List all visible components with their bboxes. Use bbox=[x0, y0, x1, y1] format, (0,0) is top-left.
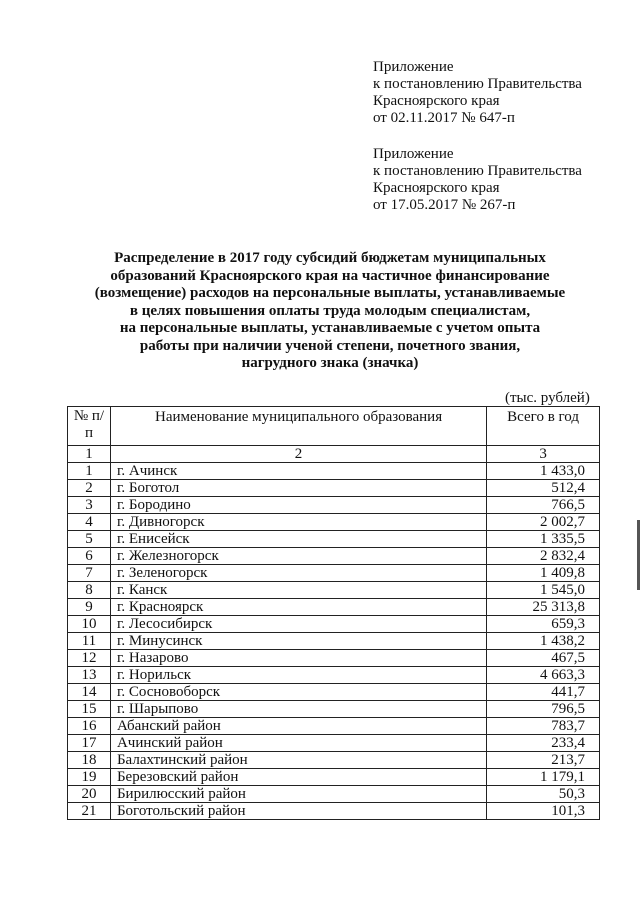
municipality-name: г. Зеленогорск bbox=[110, 565, 486, 582]
annex2-line: к постановлению Правительства bbox=[373, 163, 582, 179]
municipality-name: Балахтинский район bbox=[110, 752, 486, 769]
row-number: 14 bbox=[68, 684, 111, 701]
row-number: 15 bbox=[68, 701, 111, 718]
column-number: 1 bbox=[68, 446, 111, 463]
annex2-line: от 17.05.2017 № 267-п bbox=[373, 197, 516, 213]
row-number: 3 bbox=[68, 497, 111, 514]
title-line: на персональные выплаты, устанавливаемые с учетом опыта bbox=[119, 320, 541, 336]
column-number: 2 bbox=[110, 446, 486, 463]
total-amount: 1 433,0 bbox=[487, 463, 600, 480]
column-number: 3 bbox=[487, 446, 600, 463]
row-number: 16 bbox=[68, 718, 111, 735]
municipality-name: Ачинский район bbox=[110, 735, 486, 752]
municipality-name: г. Сосновоборск bbox=[110, 684, 486, 701]
total-amount: 796,5 bbox=[487, 701, 600, 718]
table-row bbox=[68, 701, 600, 718]
municipality-name: Бирилюсский район bbox=[110, 786, 486, 803]
table-row bbox=[68, 531, 600, 548]
row-number: 21 bbox=[68, 803, 111, 820]
municipality-name: г. Красноярск bbox=[110, 599, 486, 616]
row-number: 6 bbox=[68, 548, 111, 565]
total-amount: 2 002,7 bbox=[487, 514, 600, 531]
total-amount: 213,7 bbox=[487, 752, 600, 769]
title-line: в целях повышения оплаты труда молодым специалистам, bbox=[129, 302, 531, 319]
municipality-name: г. Назарово bbox=[110, 650, 486, 667]
total-amount: 467,5 bbox=[487, 650, 600, 667]
table-row bbox=[68, 786, 600, 803]
table-body bbox=[68, 463, 600, 820]
header-number: № п/п bbox=[68, 407, 111, 446]
total-amount: 233,4 bbox=[487, 735, 600, 752]
annex2-line: Красноярского края bbox=[373, 180, 500, 196]
document-title bbox=[60, 250, 600, 373]
row-number: 13 bbox=[68, 667, 111, 684]
table-row bbox=[68, 803, 600, 820]
municipality-name: г. Ачинск bbox=[110, 463, 486, 480]
row-number: 5 bbox=[68, 531, 111, 548]
row-number: 18 bbox=[68, 752, 111, 769]
units-label: (тыс. рублей) bbox=[505, 390, 590, 406]
table-row bbox=[68, 718, 600, 735]
table-row bbox=[68, 769, 600, 786]
total-amount: 25 313,8 bbox=[487, 599, 600, 616]
title-line: Распределение в 2017 году субсидий бюджетам муниципальных bbox=[114, 250, 546, 266]
municipality-name: г. Минусинск bbox=[110, 633, 486, 650]
table-row bbox=[68, 735, 600, 752]
total-amount: 101,3 bbox=[487, 803, 600, 820]
table-row bbox=[68, 684, 600, 701]
table-header-row bbox=[68, 407, 600, 446]
table-row bbox=[68, 565, 600, 582]
municipality-name: г. Лесосибирск bbox=[110, 616, 486, 633]
total-amount: 4 663,3 bbox=[487, 667, 600, 684]
column-number-row bbox=[68, 446, 600, 463]
table-row bbox=[68, 650, 600, 667]
table-row bbox=[68, 599, 600, 616]
row-number: 9 bbox=[68, 599, 111, 616]
table-row bbox=[68, 497, 600, 514]
municipality-name: Абанский район bbox=[110, 718, 486, 735]
row-number: 1 bbox=[68, 463, 111, 480]
total-amount: 2 832,4 bbox=[487, 548, 600, 565]
table-row bbox=[68, 480, 600, 497]
title-line: нагрудного знака (значка) bbox=[241, 355, 419, 371]
row-number: 20 bbox=[68, 786, 111, 803]
subsidy-table bbox=[67, 406, 600, 820]
header-municipality: Наименование муниципального образования bbox=[110, 407, 486, 446]
table-row bbox=[68, 616, 600, 633]
title-line: работы при наличии ученой степени, почетного звания, bbox=[139, 337, 521, 354]
municipality-name: г. Енисейск bbox=[110, 531, 486, 548]
total-amount: 1 438,2 bbox=[487, 633, 600, 650]
table-row bbox=[68, 514, 600, 531]
municipality-name: г. Шарыпово bbox=[110, 701, 486, 718]
table-row bbox=[68, 463, 600, 480]
table-row bbox=[68, 548, 600, 565]
municipality-name: г. Норильск bbox=[110, 667, 486, 684]
annex1-line: Приложение bbox=[373, 59, 454, 75]
table-row bbox=[68, 667, 600, 684]
annex1-line: Красноярского края bbox=[373, 93, 500, 109]
header-total: Всего в год bbox=[487, 407, 600, 446]
total-amount: 766,5 bbox=[487, 497, 600, 514]
municipality-name: Березовский район bbox=[110, 769, 486, 786]
municipality-name: г. Боготол bbox=[110, 480, 486, 497]
total-amount: 441,7 bbox=[487, 684, 600, 701]
table-row bbox=[68, 752, 600, 769]
annex2-line: Приложение bbox=[373, 146, 454, 162]
row-number: 7 bbox=[68, 565, 111, 582]
row-number: 12 bbox=[68, 650, 111, 667]
municipality-name: г. Канск bbox=[110, 582, 486, 599]
total-amount: 50,3 bbox=[487, 786, 600, 803]
municipality-name: г. Бородино bbox=[110, 497, 486, 514]
title-line: (возмещение) расходов на персональные выплаты, устанавливаемые bbox=[94, 285, 566, 301]
row-number: 19 bbox=[68, 769, 111, 786]
total-amount: 659,3 bbox=[487, 616, 600, 633]
total-amount: 783,7 bbox=[487, 718, 600, 735]
total-amount: 512,4 bbox=[487, 480, 600, 497]
annex1-line: от 02.11.2017 № 647-п bbox=[373, 110, 515, 126]
title-line: образований Красноярского края на частичное финансирование bbox=[110, 267, 550, 284]
row-number: 11 bbox=[68, 633, 111, 650]
total-amount: 1 335,5 bbox=[487, 531, 600, 548]
annex-block-2 bbox=[373, 146, 582, 214]
table-row bbox=[68, 582, 600, 599]
total-amount: 1 179,1 bbox=[487, 769, 600, 786]
annex-block-1 bbox=[373, 59, 582, 127]
municipality-name: г. Железногорск bbox=[110, 548, 486, 565]
row-number: 8 bbox=[68, 582, 111, 599]
municipality-name: г. Дивногорск bbox=[110, 514, 486, 531]
row-number: 10 bbox=[68, 616, 111, 633]
total-amount: 1 409,8 bbox=[487, 565, 600, 582]
row-number: 4 bbox=[68, 514, 111, 531]
row-number: 17 bbox=[68, 735, 111, 752]
municipality-name: Боготольский район bbox=[110, 803, 486, 820]
row-number: 2 bbox=[68, 480, 111, 497]
total-amount: 1 545,0 bbox=[487, 582, 600, 599]
annex1-line: к постановлению Правительства bbox=[373, 76, 582, 92]
table-row bbox=[68, 633, 600, 650]
